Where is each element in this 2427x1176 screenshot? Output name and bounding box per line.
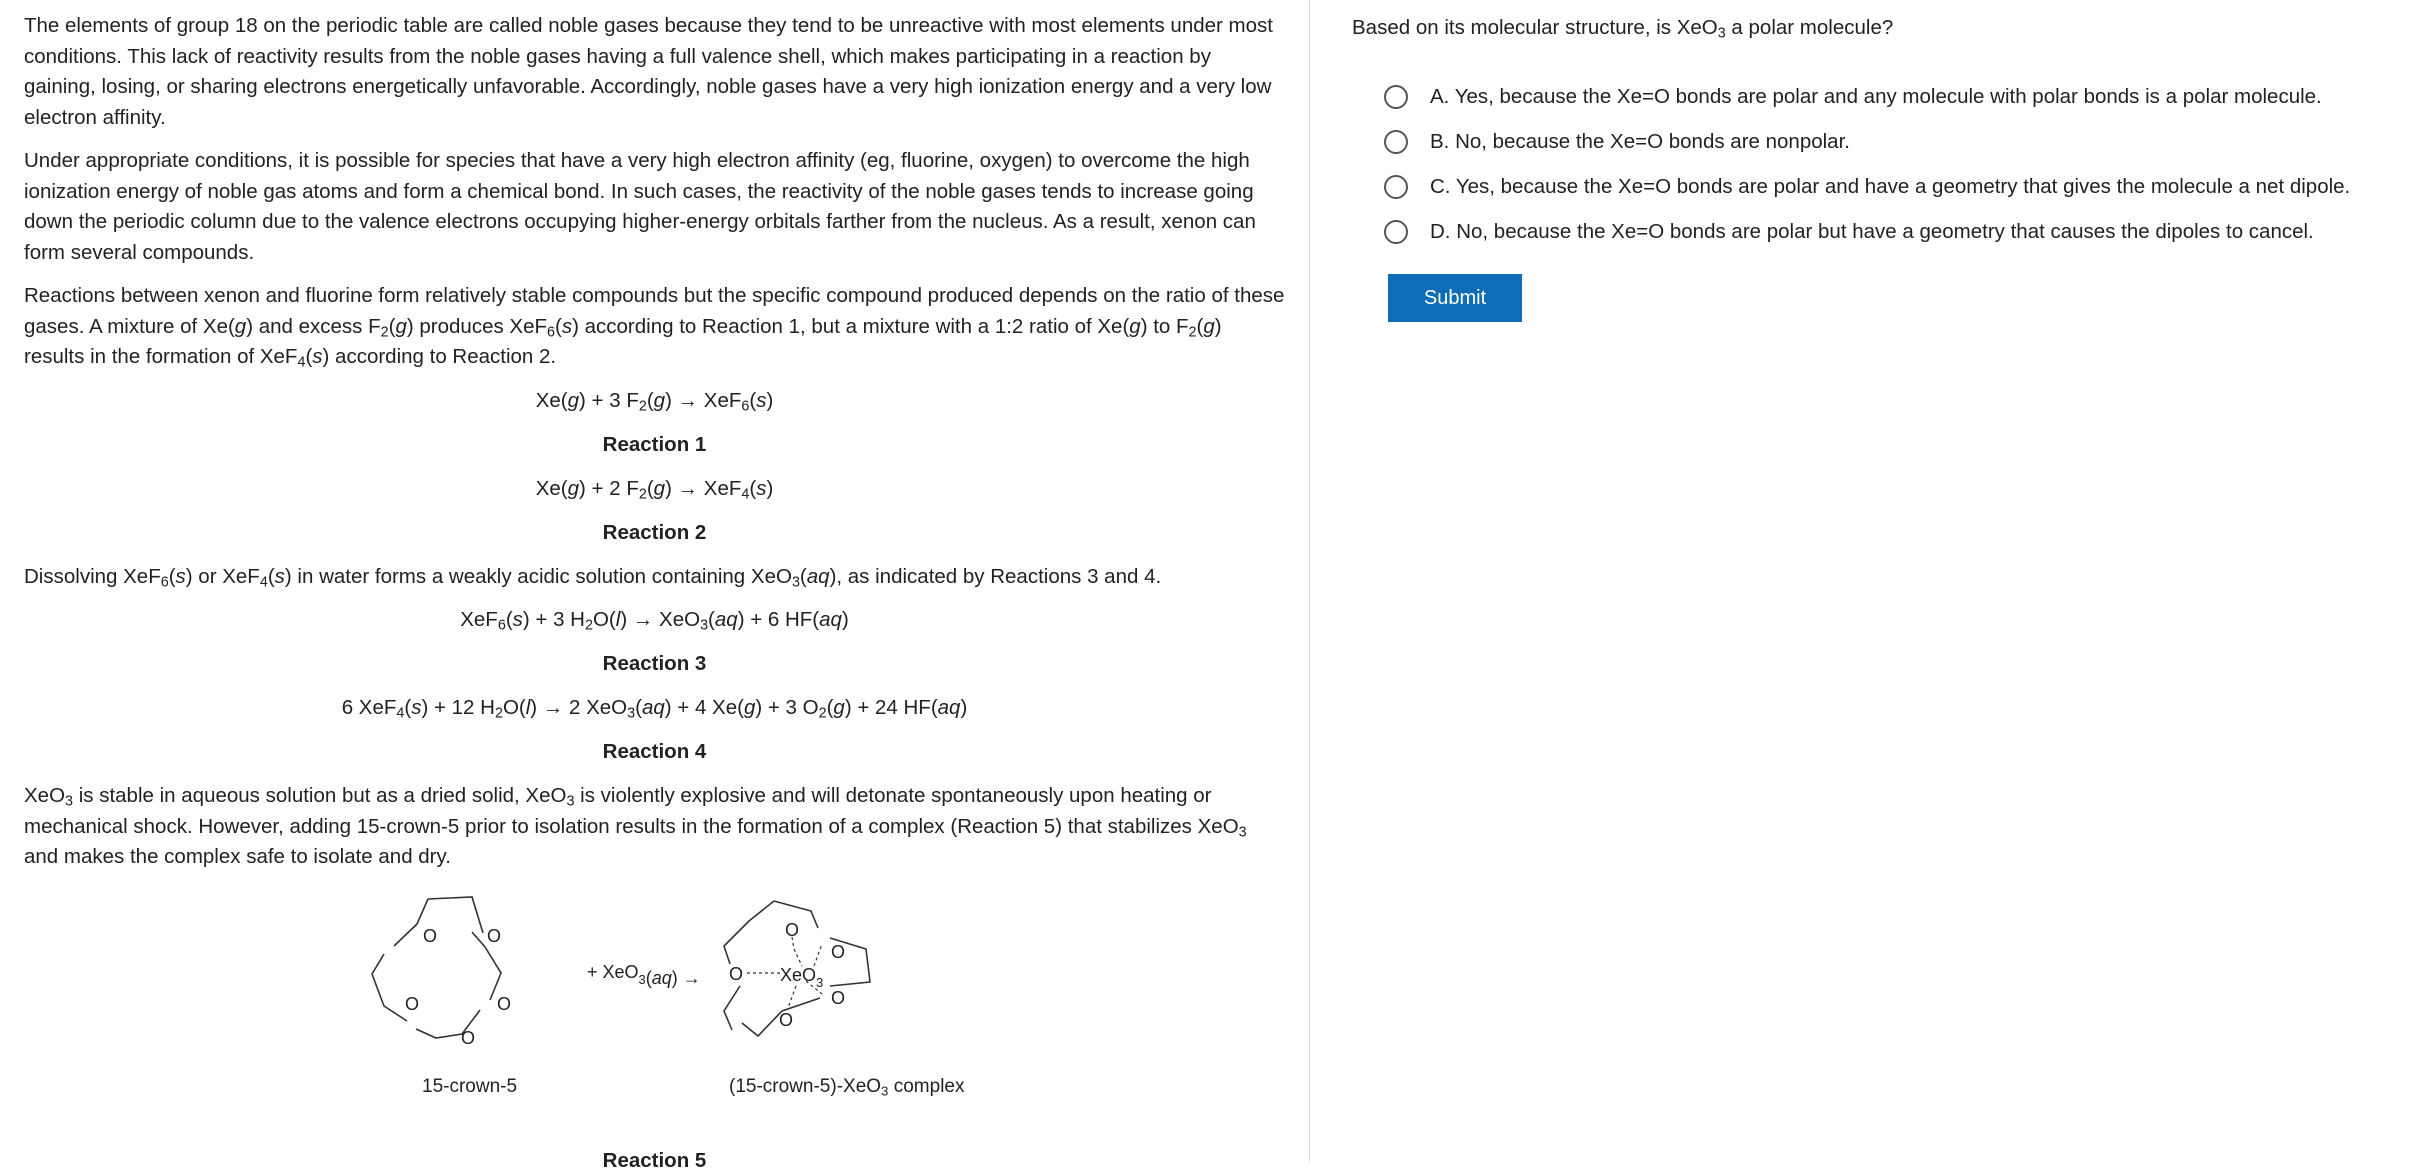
complex-oxygen-5: O	[778, 1009, 794, 1030]
choice-c[interactable]	[1384, 164, 2412, 209]
answer-choices	[1352, 74, 2412, 254]
passage-paragraph-5: XeO$_3$ is stable in aqueous solution but as a dried solid, XeO$_3$ is violently explosive and will detonate spontaneously upon heating or mechanical shock. However, adding 15-crown-5 prior to isolation results in the formation of a complex (Reaction 5) that stabilizes XeO$_3$ and makes the complex safe to isolate and dry.	[24, 784, 1247, 868]
reaction-4-equation: 6 XeF$_4$(s) + 12 $H_2O(l) \to 2$ XeO$_3$(aq) + 4 Xe(g) + 3 $O_2(g) + 24$ HF(aq)	[341, 696, 968, 722]
crown-ether-structure	[372, 897, 501, 1038]
crown-ether-diagram	[344, 886, 984, 1066]
choice-b-radio[interactable]	[1384, 130, 1408, 154]
reaction-5-label: Reaction 5	[602, 1148, 707, 1172]
reaction-4-label: Reaction 4	[602, 740, 707, 763]
question-stem: Based on its molecular structure, is XeO$_3$ a polar molecule?	[1352, 16, 1894, 42]
reaction-2-equation: Xe(g) + 2 $F_2(g) \to XeF_4(s)$	[535, 476, 774, 503]
passage-paragraph-2: Under appropriate conditions, it is possible for species that have a very high electron affinity (eg, fluorine, oxygen) to overcome the high ionization energy of noble gas atoms and form a chemical bond. In such cases, the reactivity of the noble gases tends to increase going down the periodic column due to the valence electrons occupying higher-energy orbitals farther from the nucleus. As a result, xenon can form several compounds.	[24, 149, 1256, 264]
passage-paragraph-1: The elements of group 18 on the periodic table are called noble gases because they tend to be unreactive with most elements under most conditions. This lack of reactivity results from the noble gases having a full valence shell, which makes participating in a reaction by gaining, losing, or sharing electrons energetically unfavorable. Accordingly, noble gases have a very high ionization energy and a very low electron affinity.	[24, 14, 1273, 129]
choice-d-radio[interactable]	[1384, 220, 1408, 244]
choice-b[interactable]	[1384, 119, 2412, 164]
choice-d[interactable]	[1384, 209, 2412, 254]
crown-ether-label: 15-crown-5	[422, 1075, 518, 1097]
reaction-3-equation: XeF$_6$(s) + 3 $H_2O(l) \to XeO_3(aq) + 6$ HF(aq)	[460, 608, 849, 634]
choice-c-text: C. Yes, because the Xe=O bonds are polar and have a geometry that gives the molecule a net dipole.	[1430, 174, 2351, 198]
choice-a[interactable]	[1384, 74, 2412, 119]
submit-button[interactable]: Submit	[1388, 274, 1522, 322]
reaction-1-label: Reaction 1	[602, 432, 707, 456]
choice-c-radio[interactable]	[1384, 175, 1408, 199]
reaction-3-label: Reaction 3	[602, 652, 707, 675]
reagent-xeo3-arrow: + XeO$_3$(aq) →	[587, 961, 701, 988]
complex-oxygen-2: O	[830, 941, 846, 962]
choice-a-text: A. Yes, because the Xe=O bonds are polar and any molecule with polar bonds is a polar molecule.	[1430, 84, 2322, 108]
choice-a-radio[interactable]	[1384, 85, 1408, 109]
xeo-subscript: 3	[816, 974, 824, 990]
xeo-text: XeO	[780, 964, 817, 985]
crown-oxygen-4: O	[496, 993, 512, 1014]
crown-oxygen-5: O	[460, 1027, 476, 1048]
passage-paragraph-4: Dissolving XeF$_6$(s) or XeF$_4$(s) in water forms a weakly acidic solution containing XeO$_3$(aq), as indicated by Reactions 3 and 4.	[24, 564, 1162, 591]
crown-oxygen-3: O	[404, 993, 420, 1014]
complex-oxygen-3: O	[728, 963, 744, 984]
complex-oxygen-1: O	[784, 919, 800, 940]
reaction-5-figure	[24, 886, 1285, 1116]
crown-oxygen-1: O	[422, 925, 438, 946]
choice-d-text: D. No, because the Xe=O bonds are polar but have a geometry that causes the dipoles to cancel.	[1430, 219, 2314, 243]
question-panel	[1352, 14, 2412, 309]
reaction-1-equation: Xe(g) + 3 $F_2(g) \to XeF_6(s)$	[535, 388, 774, 415]
complex-label: (15-crown-5)-XeO$_3$ complex	[729, 1075, 965, 1098]
complex-xenon-center	[780, 965, 823, 990]
reaction-2-label: Reaction 2	[602, 520, 707, 544]
choice-b-text: B. No, because the Xe=O bonds are nonpolar.	[1430, 129, 1850, 153]
crown-oxygen-2: O	[486, 925, 502, 946]
complex-oxygen-4: O	[830, 987, 846, 1008]
passage-paragraph-3: Reactions between xenon and fluorine form relatively stable compounds but the specific compound produced depends on the ratio of these gases. A mixture of Xe(g) and excess $F_2(g)$ produces XeF$_6$(s) according to Reaction 1, but a mixture with a 1:2 ratio of Xe(g) to $F_2(g)$ results in the formation of XeF$_4$(s) according to Reaction 2.	[24, 284, 1285, 371]
